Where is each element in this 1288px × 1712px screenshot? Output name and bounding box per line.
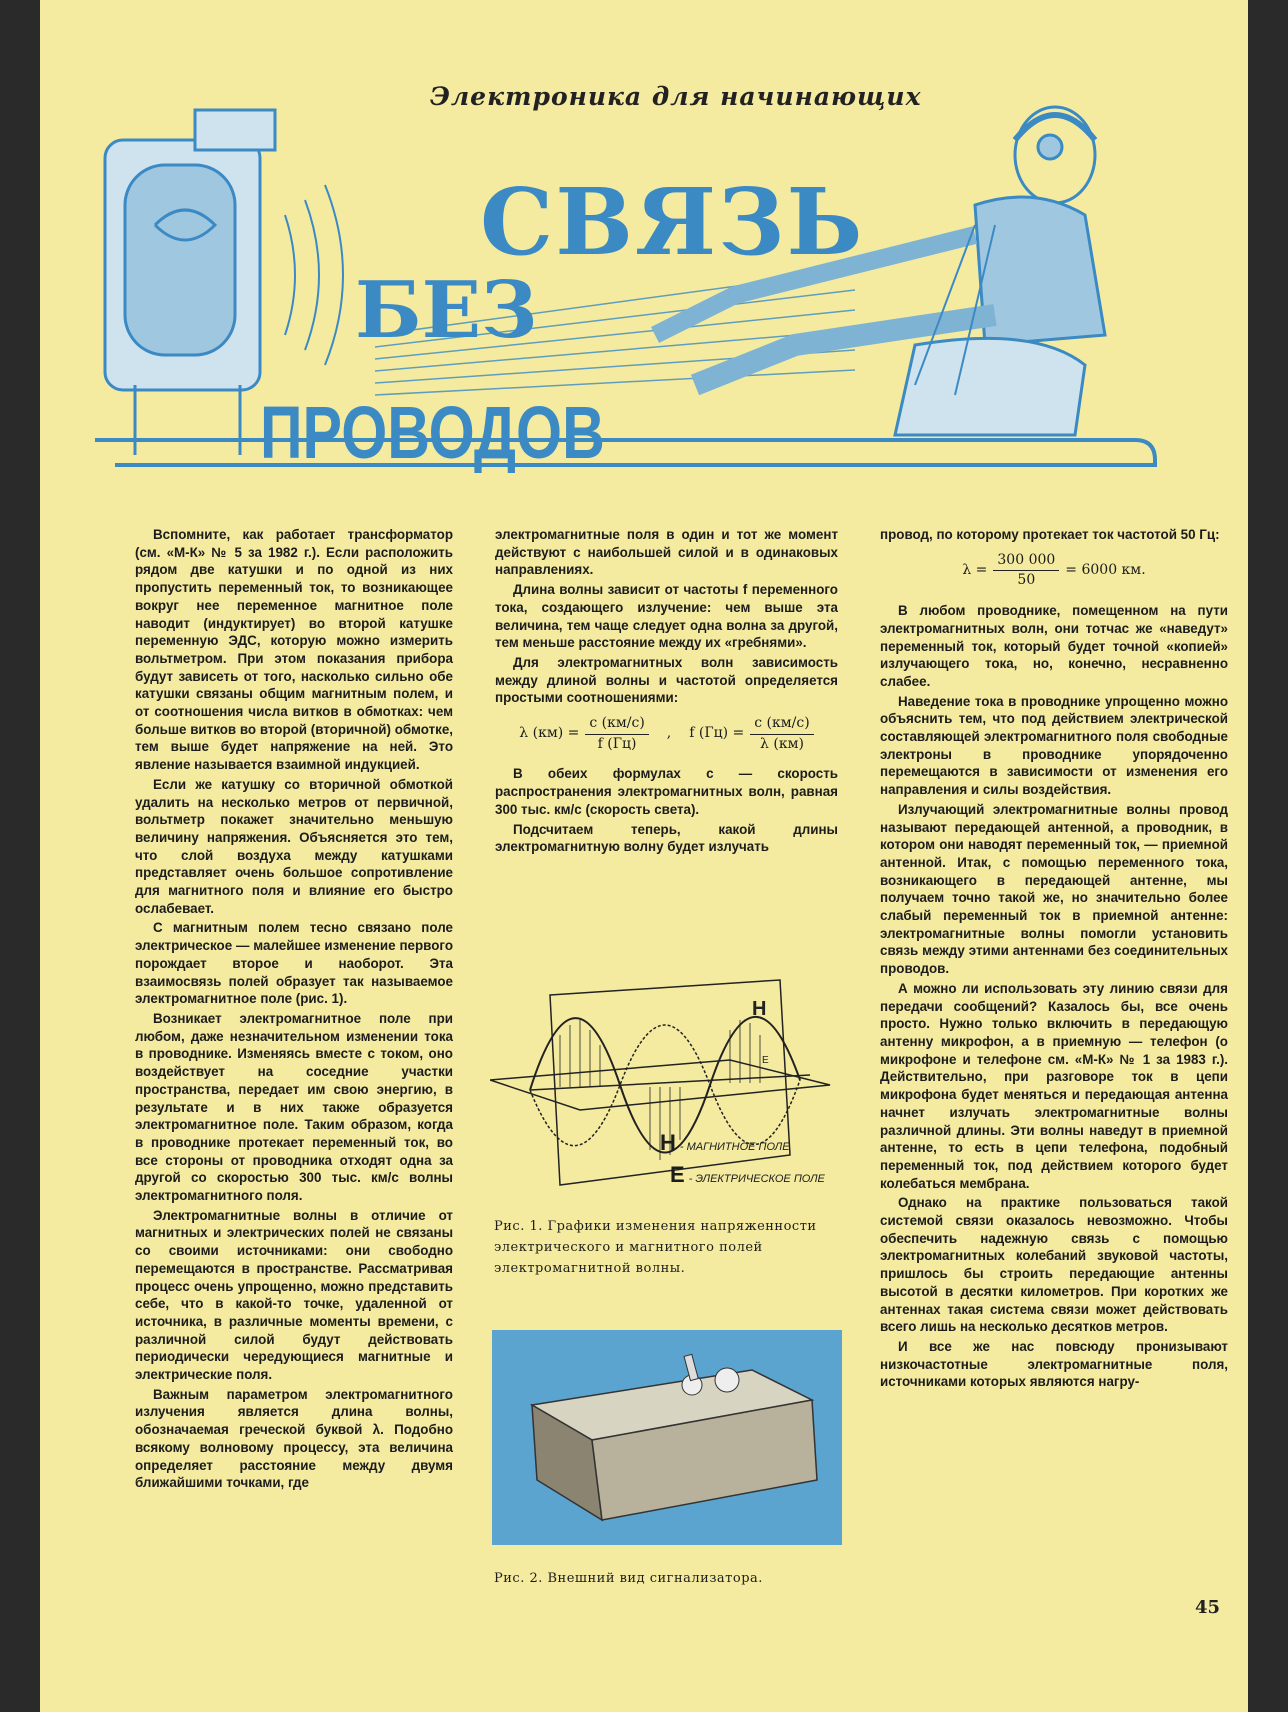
svg-text:H: H: [752, 998, 767, 1020]
title-line-3: ПРОВОДОВ: [260, 391, 605, 474]
legend-h-symbol: H: [660, 1130, 676, 1155]
wavelength-formulas: [495, 715, 838, 753]
fraction: [993, 552, 1059, 590]
paragraph: Возникает электромагнитное поле при любом, даже незначительном изменении тока в проводнике. Изменяясь вместе с током, оно воздействует на соседние участки пространства, передает им свою энергию, в результате и в них также образуется электромагнитное поле. Таким образом, когда в проводнике протекает переменный ток, во все стороны от проводника отходят одна за другой со скоростью 300 тыс. км/с волны электромагнитного поля.: [135, 1010, 453, 1204]
svg-text:E: E: [762, 1055, 769, 1066]
paragraph: А можно ли использовать эту линию связи для передачи сообщений? Казалось бы, все очень просто. Нужно только включить в передающую антенну микрофон, а в приемную — телефон (о микрофоне и телефоне см. «М-К» № 1 за 1983 г.). Действительно, при разговоре ток в цепи микрофона будет меняться и передающая антенна начнет излучать электромагнитные волны различной длины. Эти волны наведут в приемной антенне, то есть в цепи телефона, подобный переменный ток, под действием которого будет колебаться мембрана.: [880, 980, 1228, 1191]
paragraph: электромагнитные поля в один и тот же момент действуют с наибольшей силой и в одинаковых направлениях.: [495, 527, 838, 578]
figure-1-caption: Рис. 1. Графики изменения напряженности электрического и магнитного полей электромагнитной волны.: [494, 1219, 817, 1276]
legend-h-text: - МАГНИТНОЕ ПОЛЕ: [679, 1141, 790, 1153]
text-column-2: [495, 526, 838, 858]
paragraph: В любом проводнике, помещенном на пути электромагнитных волн, они тотчас же «наведут» переменный ток, который будет точной «копией» излучающего тока, но, конечно, несравненно слабее.: [880, 603, 1228, 689]
paragraph: С магнитным полем тесно связано поле электрическое — малейшее изменение первого порождает второе и наоборот. Эта взаимосвязь полей образует так называемое электромагнитное поле (рис. 1).: [135, 920, 453, 1007]
paragraph: Однако на практике пользоваться такой системой связи оказалось невозможно. Чтобы обеспечить надежную связь с помощью электромагнитных колебаний звуковой частоты, пришлось бы строить передающие антенны высотой в десятки километров. При коротких же антеннах такая система связи может действовать всего лишь на несколько десятков метров.: [880, 1195, 1228, 1335]
numerator: 300 000: [993, 552, 1059, 572]
paragraph: Важным параметром электромагнитного излучения является длина волны, обозначаемая греческой буквой λ. Подобно всякому волновому процессу, эта величина определяет расстояние между двумя ближайшими точками, где: [135, 1386, 453, 1491]
formula-lhs: λ =: [962, 562, 988, 579]
legend-h: [660, 1130, 790, 1156]
h-wave: [530, 1025, 800, 1146]
fraction: [750, 715, 813, 753]
radio-receiver-icon: [105, 110, 275, 455]
denominator: 50: [1017, 572, 1036, 589]
text-column-1: [135, 526, 453, 1494]
formula-lhs: f (Гц) =: [689, 725, 745, 742]
page-number: 45: [1195, 1597, 1221, 1618]
legend-e-text: - ЭЛЕКТРИЧЕСКОЕ ПОЛЕ: [688, 1173, 825, 1185]
numerator: c (км/с): [585, 715, 648, 735]
paragraph: Для электромагнитных волн зависимость между длиной волны и частотой определяется простыми соотношениями:: [495, 654, 838, 706]
legend-e-symbol: E: [670, 1162, 685, 1187]
separator: ,: [666, 725, 672, 742]
formula-lhs: λ (км) =: [519, 725, 580, 742]
numerator: c (км/с): [750, 715, 813, 735]
wavelength-calculation: [880, 552, 1228, 590]
rubric: Электроника для начинающих: [430, 82, 922, 111]
paragraph: Вспомните, как работает трансформатор (см. «М-К» № 5 за 1982 г.). Если расположить рядом две катушки и по одной из них пропустить переменный ток, то возникающее вокруг нее переменное магнитное поле наводит (индуктирует) во второй катушке переменную ЭДС, которую можно измерить вольтметром. При этом показания прибора будут зависеть от того, насколько сильно обе катушки связаны общим магнитным полем, и от соотношения числа витков в обмотках: чем больше витков во второй (вторичной) обмотке, тем выше будет напряжение на ней. Это явление называется взаимной индукцией.: [135, 527, 453, 773]
title-line-1: СВЯЗЬ: [480, 168, 865, 276]
paragraph: Если же катушку со вторичной обмоткой удалить на несколько метров от первичной, вольтметр покажет значительно меньшую величину напряжения. Объясняется это тем, что слой воздуха между катушками представляет очень большое сопротивление для магнитного поля и влияние его быстро ослабевает.: [135, 776, 453, 916]
paragraph: провод, по которому протекает ток частотой 50 Гц:: [880, 527, 1220, 542]
legend-e: [670, 1162, 825, 1188]
paragraph: И все же нас повсюду пронизывают низкочастотные электромагнитные поля, источниками которых являются нагру-: [880, 1338, 1228, 1390]
title-line-2: БЕЗ: [355, 265, 538, 356]
fraction: [585, 715, 648, 753]
paragraph: Электромагнитные волны в отличие от магнитных и электрических полей не связаны со своими источниками: они свободно перемещаются в пространстве. Рассматривая процесс очень упрощенно, можно представить себе, что в какой-то точке, удаленной от источника, в различные моменты времени, с различной силой будут действовать периодически чередующиеся магнитные и электрические поля.: [135, 1207, 453, 1383]
figure-2-caption: Рис. 2. Внешний вид сигнализатора.: [494, 1571, 763, 1586]
paragraph: Длина волны зависит от частоты f переменного тока, создающего излучение: чем выше эта величина, тем чаще следует одна волна за другой, тем меньше расстояние между их «гребнями».: [495, 582, 838, 651]
paragraph: В обеих формулах с — скорость распространения электромагнитных волн, равная 300 тыс. км/с (скорость света).: [495, 766, 838, 817]
radio-waves: [285, 185, 343, 365]
denominator: λ (км): [760, 735, 804, 752]
paragraph: Излучающий электромагнитные волны провод называют передающей антенной, а проводник, в котором они наводят переменный ток, — приемной антенной. Итак, с помощью переменного тока, возникающего в передающей антенне, мы получаем точно такой же, но значительно более слабый переменный ток в приемной антенне: электромагнитные волны помогли установить связь между этими антеннами без соединительных проводов.: [880, 801, 1228, 977]
magazine-page: [40, 0, 1248, 1712]
text-column-3: [880, 526, 1228, 1393]
figure-2-signal-device: [492, 1330, 842, 1545]
denominator: f (Гц): [597, 735, 637, 752]
paragraph: Наведение тока в проводнике упрощенно можно объяснить тем, что под действием электрической составляющей электромагнитного поля свободные электроны в проводнике упорядоченно перемещаются в зависимости от изменения его направления и силы воздействия.: [880, 693, 1228, 798]
formula-rhs: = 6000 км.: [1065, 562, 1146, 579]
paragraph: Подсчитаем теперь, какой длины электромагнитную волну будет излучать: [495, 821, 838, 855]
